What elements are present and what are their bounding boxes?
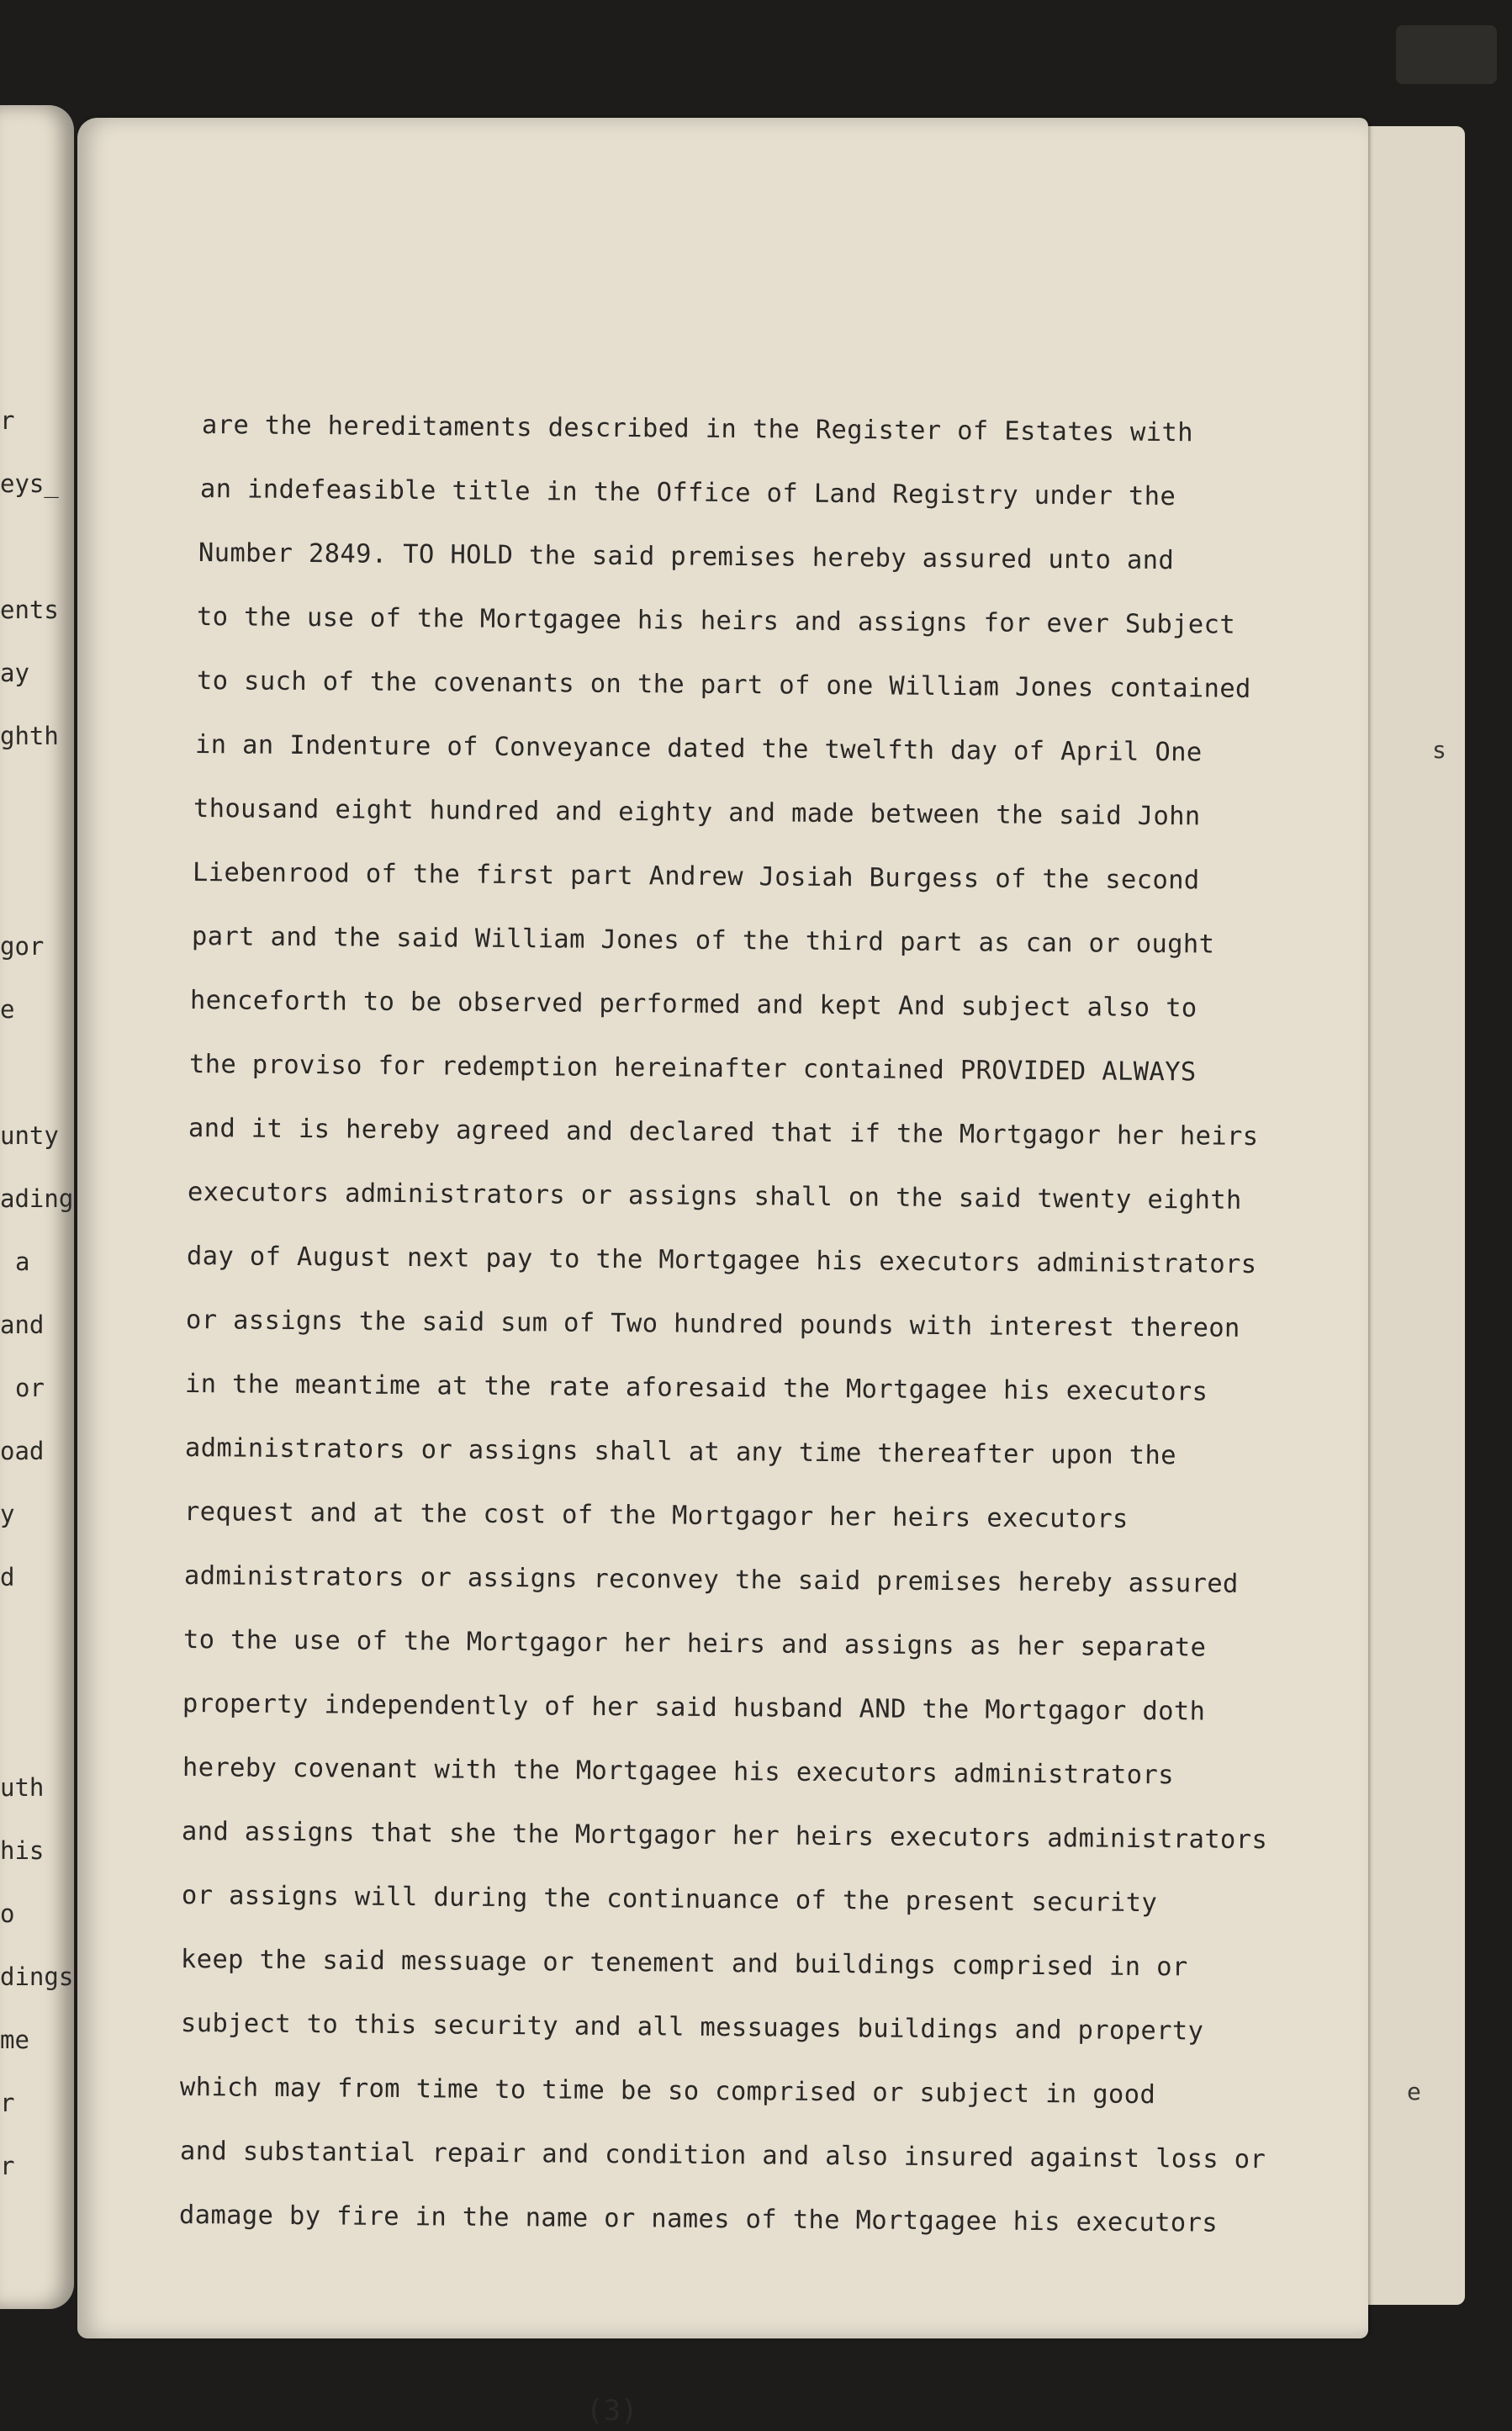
text-line: or assigns will during the continuance of the present security xyxy=(181,1881,1158,1919)
left-fragment: y xyxy=(0,1500,15,1528)
left-fragment: r xyxy=(0,2152,15,2180)
left-fragment: ading xyxy=(0,1184,74,1213)
left-fragment: me xyxy=(0,2026,29,2054)
text-line: and substantial repair and condition and also insured against loss or xyxy=(179,2137,1266,2175)
left-fragment: o xyxy=(0,1899,15,1928)
left-fragment: unty xyxy=(0,1121,59,1150)
left-fragment: a xyxy=(15,1247,30,1276)
edge-mark: e xyxy=(1407,2078,1421,2105)
text-line: thousand eight hundred and eighty and made between the said John xyxy=(193,794,1201,832)
text-line: are the hereditaments described in the Register of Estates with xyxy=(201,410,1193,448)
text-line: property independently of her said husband AND the Mortgagor doth xyxy=(182,1689,1206,1727)
left-fragment: and xyxy=(0,1311,45,1339)
text-line: an indefeasible title in the Office of Land Registry under the xyxy=(199,474,1176,512)
left-fragment: r xyxy=(0,2089,15,2117)
left-fragment: ghth xyxy=(0,722,59,750)
text-line: in an Indenture of Conveyance dated the twelfth day of April One xyxy=(194,730,1203,768)
text-line: administrators or assigns reconvey the said premises hereby assured xyxy=(183,1561,1239,1599)
text-line: to such of the covenants on the part of one William Jones contained xyxy=(196,666,1251,704)
edge-mark: s xyxy=(1432,736,1446,764)
text-line: executors administrators or assigns shall on the said twenty eighth xyxy=(187,1178,1242,1216)
text-line: and assigns that she the Mortgagor her heirs executors administrators xyxy=(181,1817,1268,1856)
text-line: which may from time to time be so comprised or subject in good xyxy=(179,2073,1156,2111)
text-line: or assigns the said sum of Two hundred pounds with interest thereon xyxy=(185,1306,1240,1343)
binding-corner xyxy=(1396,25,1497,84)
left-page-edge xyxy=(0,105,74,2309)
left-fragment: gor xyxy=(0,932,45,961)
text-line: the proviso for redemption hereinafter contained PROVIDED ALWAYS xyxy=(188,1050,1197,1088)
text-line: part and the said William Jones of the third part as can or ought xyxy=(191,922,1215,960)
left-fragment: dings xyxy=(0,1962,74,1991)
text-line: subject to this security and all messuages buildings and property xyxy=(180,2009,1204,2047)
text-line: and it is hereby agreed and declared that if the Mortgagor her heirs xyxy=(188,1114,1259,1152)
text-line: day of August next pay to the Mortgagee his executors administrators xyxy=(186,1242,1257,1279)
left-fragment: r xyxy=(0,406,15,435)
text-line: request and at the cost of the Mortgagor her heirs executors xyxy=(183,1497,1129,1534)
left-fragment: his xyxy=(0,1836,45,1865)
left-fragment: or xyxy=(15,1374,45,1402)
text-line: to the use of the Mortgagee his heirs and assigns for ever Subject xyxy=(196,602,1236,640)
left-fragment: ay xyxy=(0,659,29,687)
left-fragment: oad xyxy=(0,1437,45,1465)
left-fragment: ents xyxy=(0,596,59,624)
text-line: hereby covenant with the Mortgagee his executors administrators xyxy=(182,1753,1174,1791)
text-line: keep the said messuage or tenement and buildings comprised in or xyxy=(180,1945,1188,1983)
text-line: in the meantime at the rate aforesaid the Mortgagee his executors xyxy=(184,1369,1208,1407)
text-line: damage by fire in the name or names of the Mortgagee his executors xyxy=(178,2201,1219,2238)
document-page xyxy=(77,118,1368,2428)
left-fragment: eys_ xyxy=(0,469,59,498)
text-line: administrators or assigns shall at any time thereafter upon the xyxy=(184,1433,1176,1471)
text-line: henceforth to be observed performed and kept And subject also to xyxy=(189,986,1197,1024)
text-line: Number 2849. TO HOLD the said premises hereby assured unto and xyxy=(198,538,1175,576)
text-line: Liebenrood of the first part Andrew Josiah Burgess of the second xyxy=(192,858,1200,896)
text-line: to the use of the Mortgagor her heirs and assigns as her separate xyxy=(182,1625,1207,1663)
left-fragment: e xyxy=(0,995,15,1024)
left-fragment: d xyxy=(0,1563,15,1592)
page-number: (3) xyxy=(586,2394,638,2428)
left-fragment: uth xyxy=(0,1773,45,1802)
